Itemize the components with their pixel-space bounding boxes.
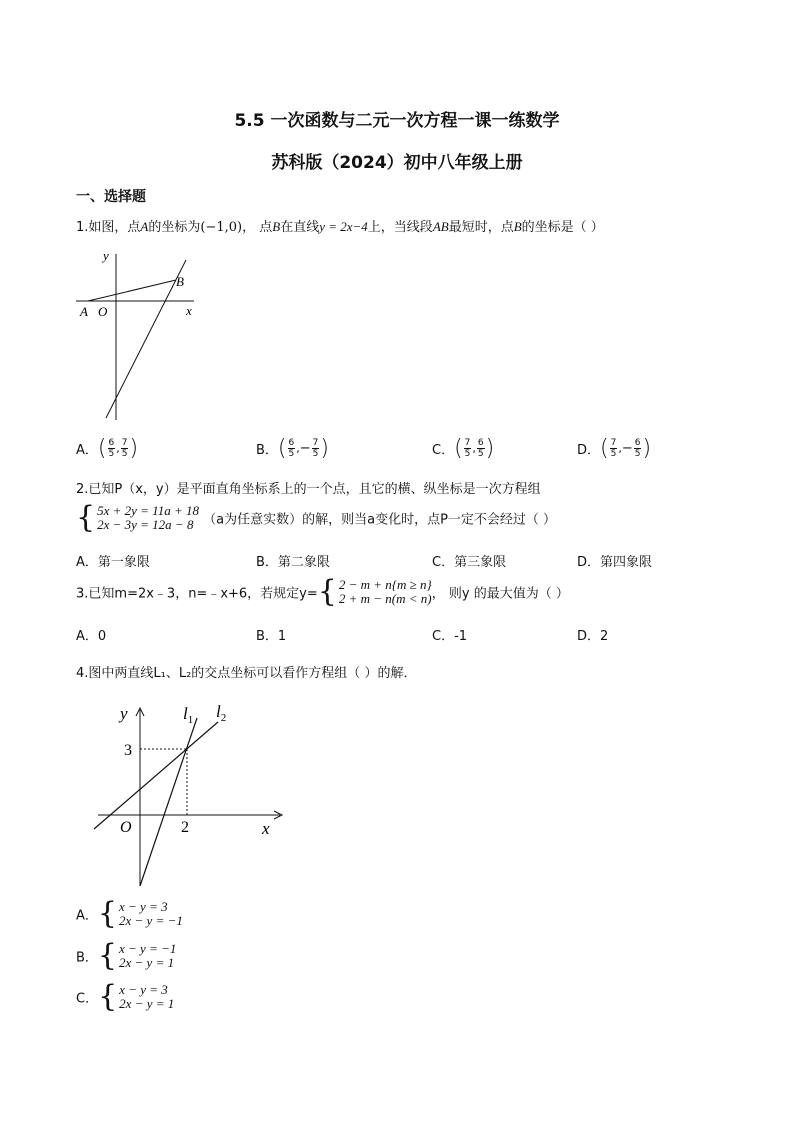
brace-icon: { [97, 938, 118, 973]
q2-option-b[interactable]: B．第二象限 [256, 555, 330, 570]
q1-option-c[interactable]: C．( $\frac{7}{5}$ , $\frac{6}{5}$ ) [432, 436, 495, 461]
section-heading: 一、选择题 [76, 189, 146, 205]
fig4-label-y: y [120, 704, 128, 723]
doc-title-line2: 苏科版（2024）初中八年级上册 [271, 153, 523, 173]
fig1-label-a: A [80, 304, 88, 319]
q3-option-b[interactable]: B．1 [256, 629, 287, 644]
q1-option-a[interactable]: A．( $\frac{6}{5}$ , $\frac{7}{5}$ ) [76, 436, 139, 461]
question-3-piecewise: { 2 − m + n{m ≥ n} 2 + m − n(m < n) [317, 574, 432, 609]
q2-option-d[interactable]: D．第四象限 [577, 555, 653, 570]
line-l1 [140, 718, 197, 886]
doc-title-line1: 5.5 一次函数与二元一次方程一课一练数学 [234, 111, 560, 131]
fig1-label-b: B [176, 274, 184, 289]
question-2-text: 2.已知P（x，y）是平面直角坐标系上的一个点，且它的横、纵坐标是一次方程组 [76, 482, 541, 497]
question-3-text: 3.已知m=2x﹣3，n=﹣x+6，若规定y= { 2 − m + n{m ≥ n} 2 + m − n(m < n) ， 则y 的最大值为（ ） [76, 574, 569, 609]
brace-icon: { [76, 500, 96, 535]
q3-option-c[interactable]: C．-1 [432, 629, 468, 644]
line-l2 [94, 722, 218, 829]
question-2-system: { 5x + 2y = 11a + 18 2x − 3y = 12a − 8 [76, 500, 199, 535]
brace-icon: { [97, 896, 117, 931]
fig1-label-o: O [98, 304, 108, 319]
q3-option-d[interactable]: D．2 [577, 629, 609, 644]
segment-ab [88, 280, 176, 301]
question-2-system-line: { 5x + 2y = 11a + 18 2x − 3y = 12a − 8 （a为任意实数）的解，则当a变化时，点P一定不会经过（ ） [76, 500, 557, 535]
q2-option-a[interactable]: A．第一象限 [76, 555, 150, 570]
fig4-label-x: x [262, 819, 270, 838]
fig4-tick-3: 3 [124, 742, 132, 759]
fig4-label-l1: $l_1$ [183, 704, 194, 726]
question-1-text: 1.如图，点A的坐标为(−1,0)， 点B在直线y = 2x−4上，当线段AB最短时，点B的坐标是（ ） [76, 219, 604, 235]
brace-icon: { [98, 979, 118, 1014]
q1-option-b[interactable]: B．( $\frac{6}{5}$ ,− $\frac{7}{5}$ ) [256, 436, 329, 461]
q4-option-b[interactable]: B． { x − y = −1 2x − y = 1 [76, 938, 177, 973]
brace-icon: { [317, 574, 337, 609]
fig4-tick-2: 2 [181, 819, 189, 836]
q1-option-d[interactable]: D．( $\frac{7}{5}$ ,− $\frac{6}{5}$ ) [577, 436, 652, 461]
question-4-figure [88, 700, 288, 890]
q4-option-a[interactable]: A． { x − y = 3 2x − y = −1 [76, 896, 183, 931]
fig4-label-l2: $l_2$ [216, 702, 227, 724]
question-1-figure [72, 244, 202, 422]
q4-option-c[interactable]: C． { x − y = 3 2x − y = 1 [76, 979, 175, 1014]
question-4-text: 4.图中两直线L₁、L₂的交点坐标可以看作方程组（ ）的解． [76, 666, 417, 681]
fig1-label-x: x [186, 303, 192, 318]
line-y-2x-4 [106, 260, 186, 418]
q3-option-a[interactable]: A．0 [76, 629, 107, 644]
fig4-label-o: O [120, 819, 132, 836]
q2-option-c[interactable]: C．第三象限 [432, 555, 507, 570]
fig1-label-y: y [103, 248, 109, 263]
